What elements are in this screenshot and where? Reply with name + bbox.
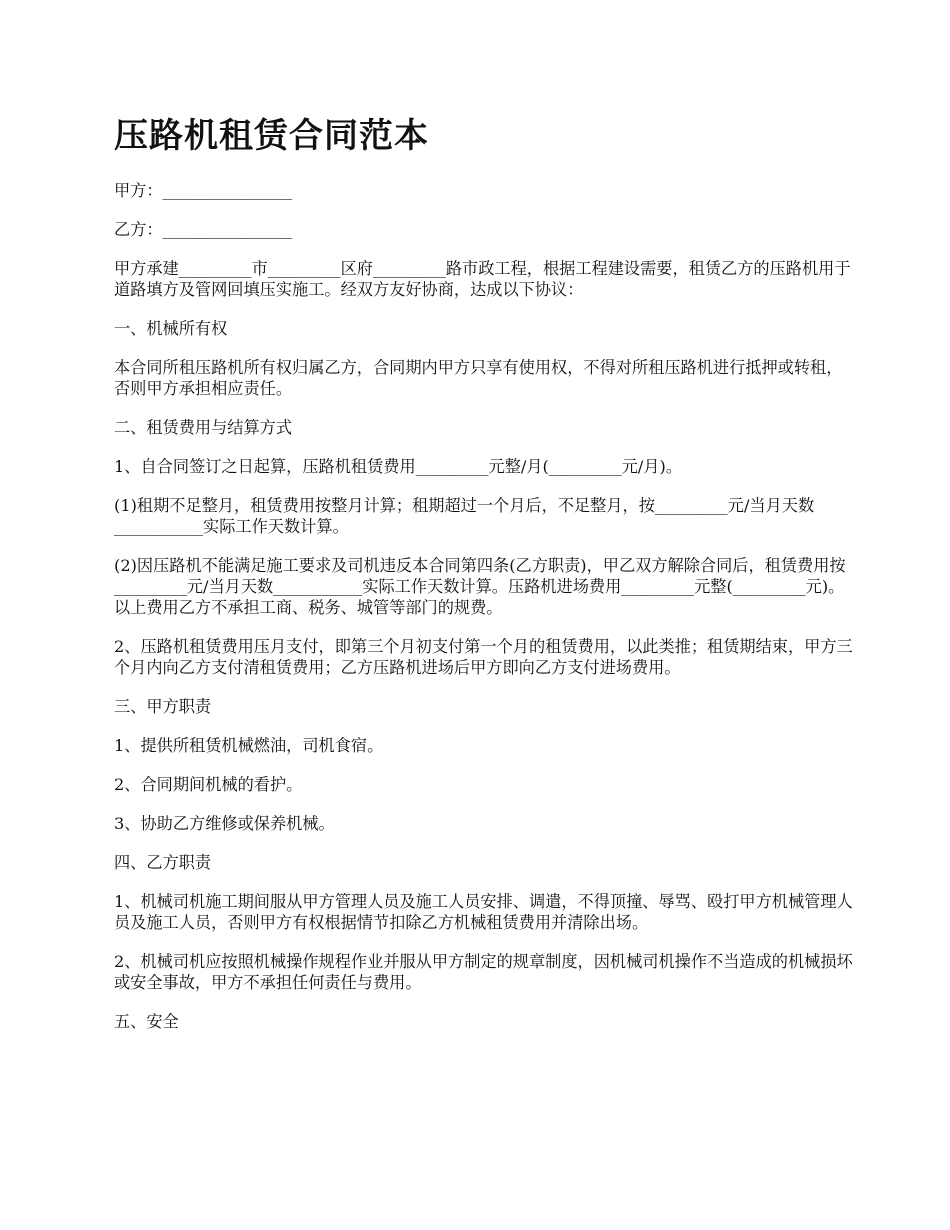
section-heading-party-b-duties: 四、乙方职责 — [114, 853, 212, 872]
fees-clause-1-sub-1: (1)租期不足整月，租赁费用按整月计算；租期超过一个月后，不足整月，按_________元/当月天数___________实际工作天数计算。 — [114, 496, 815, 536]
party-b-duty-1: 1、机械司机施工期间服从甲方管理人员及施工人员安排、调遣，不得顶撞、辱骂、殴打甲方机械管理人员及施工人员，否则甲方有权根据情节扣除乙方机械租赁费用并清除出场。 — [114, 892, 853, 932]
party-a-duty-1: 1、提供所租赁机械燃油，司机食宿。 — [114, 736, 384, 755]
section-heading-ownership: 一、机械所有权 — [114, 319, 228, 338]
party-a-duty-2: 2、合同期间机械的看护。 — [114, 775, 303, 794]
section-heading-party-a-duties: 三、甲方职责 — [114, 697, 212, 716]
party-b-line: 乙方：________________ — [114, 220, 293, 239]
section-heading-fees: 二、租赁费用与结算方式 — [114, 418, 293, 437]
ownership-paragraph: 本合同所租压路机所有权归属乙方，合同期内甲方只享有使用权，不得对所租压路机进行抵押或转租，否则甲方承担相应责任。 — [114, 358, 843, 398]
intro-paragraph: 甲方承建_________市_________区府_________路市政工程，根据工程建设需要，租赁乙方的压路机用于道路填方及管网回填压实施工。经双方友好协商，达成以下协议： — [114, 259, 851, 299]
party-a-line: 甲方：________________ — [114, 181, 293, 200]
party-b-duty-2: 2、机械司机应按照机械操作规程作业并服从甲方制定的规章制度，因机械司机操作不当造成的机械损坏或安全事故，甲方不承担任何责任与费用。 — [114, 952, 853, 992]
document-title: 压路机租赁合同范本 — [114, 116, 429, 156]
fees-clause-1-sub-2: (2)因压路机不能满足施工要求及司机违反本合同第四条(乙方职责)，甲乙双方解除合同后，租赁费用按_________元/当月天数___________实际工作天数计算。压路机进场费用_________元整(_________元)。以上费用乙方不承担工商、税务、城管等部门的规费。 — [114, 556, 846, 617]
fees-clause-2: 2、压路机租赁费用压月支付，即第三个月初支付第一个月的租赁费用，以此类推；租赁期结束，甲方三个月内向乙方支付清租赁费用；乙方压路机进场后甲方即向乙方支付进场费用。 — [114, 637, 853, 677]
party-a-duty-3: 3、协助乙方维修或保养机械。 — [114, 814, 335, 833]
section-heading-safety: 五、安全 — [114, 1012, 179, 1031]
fees-clause-1: 1、自合同签订之日起算，压路机租赁费用_________元整/月(_________元/月)。 — [114, 457, 683, 476]
document-page — [114, 112, 854, 1050]
